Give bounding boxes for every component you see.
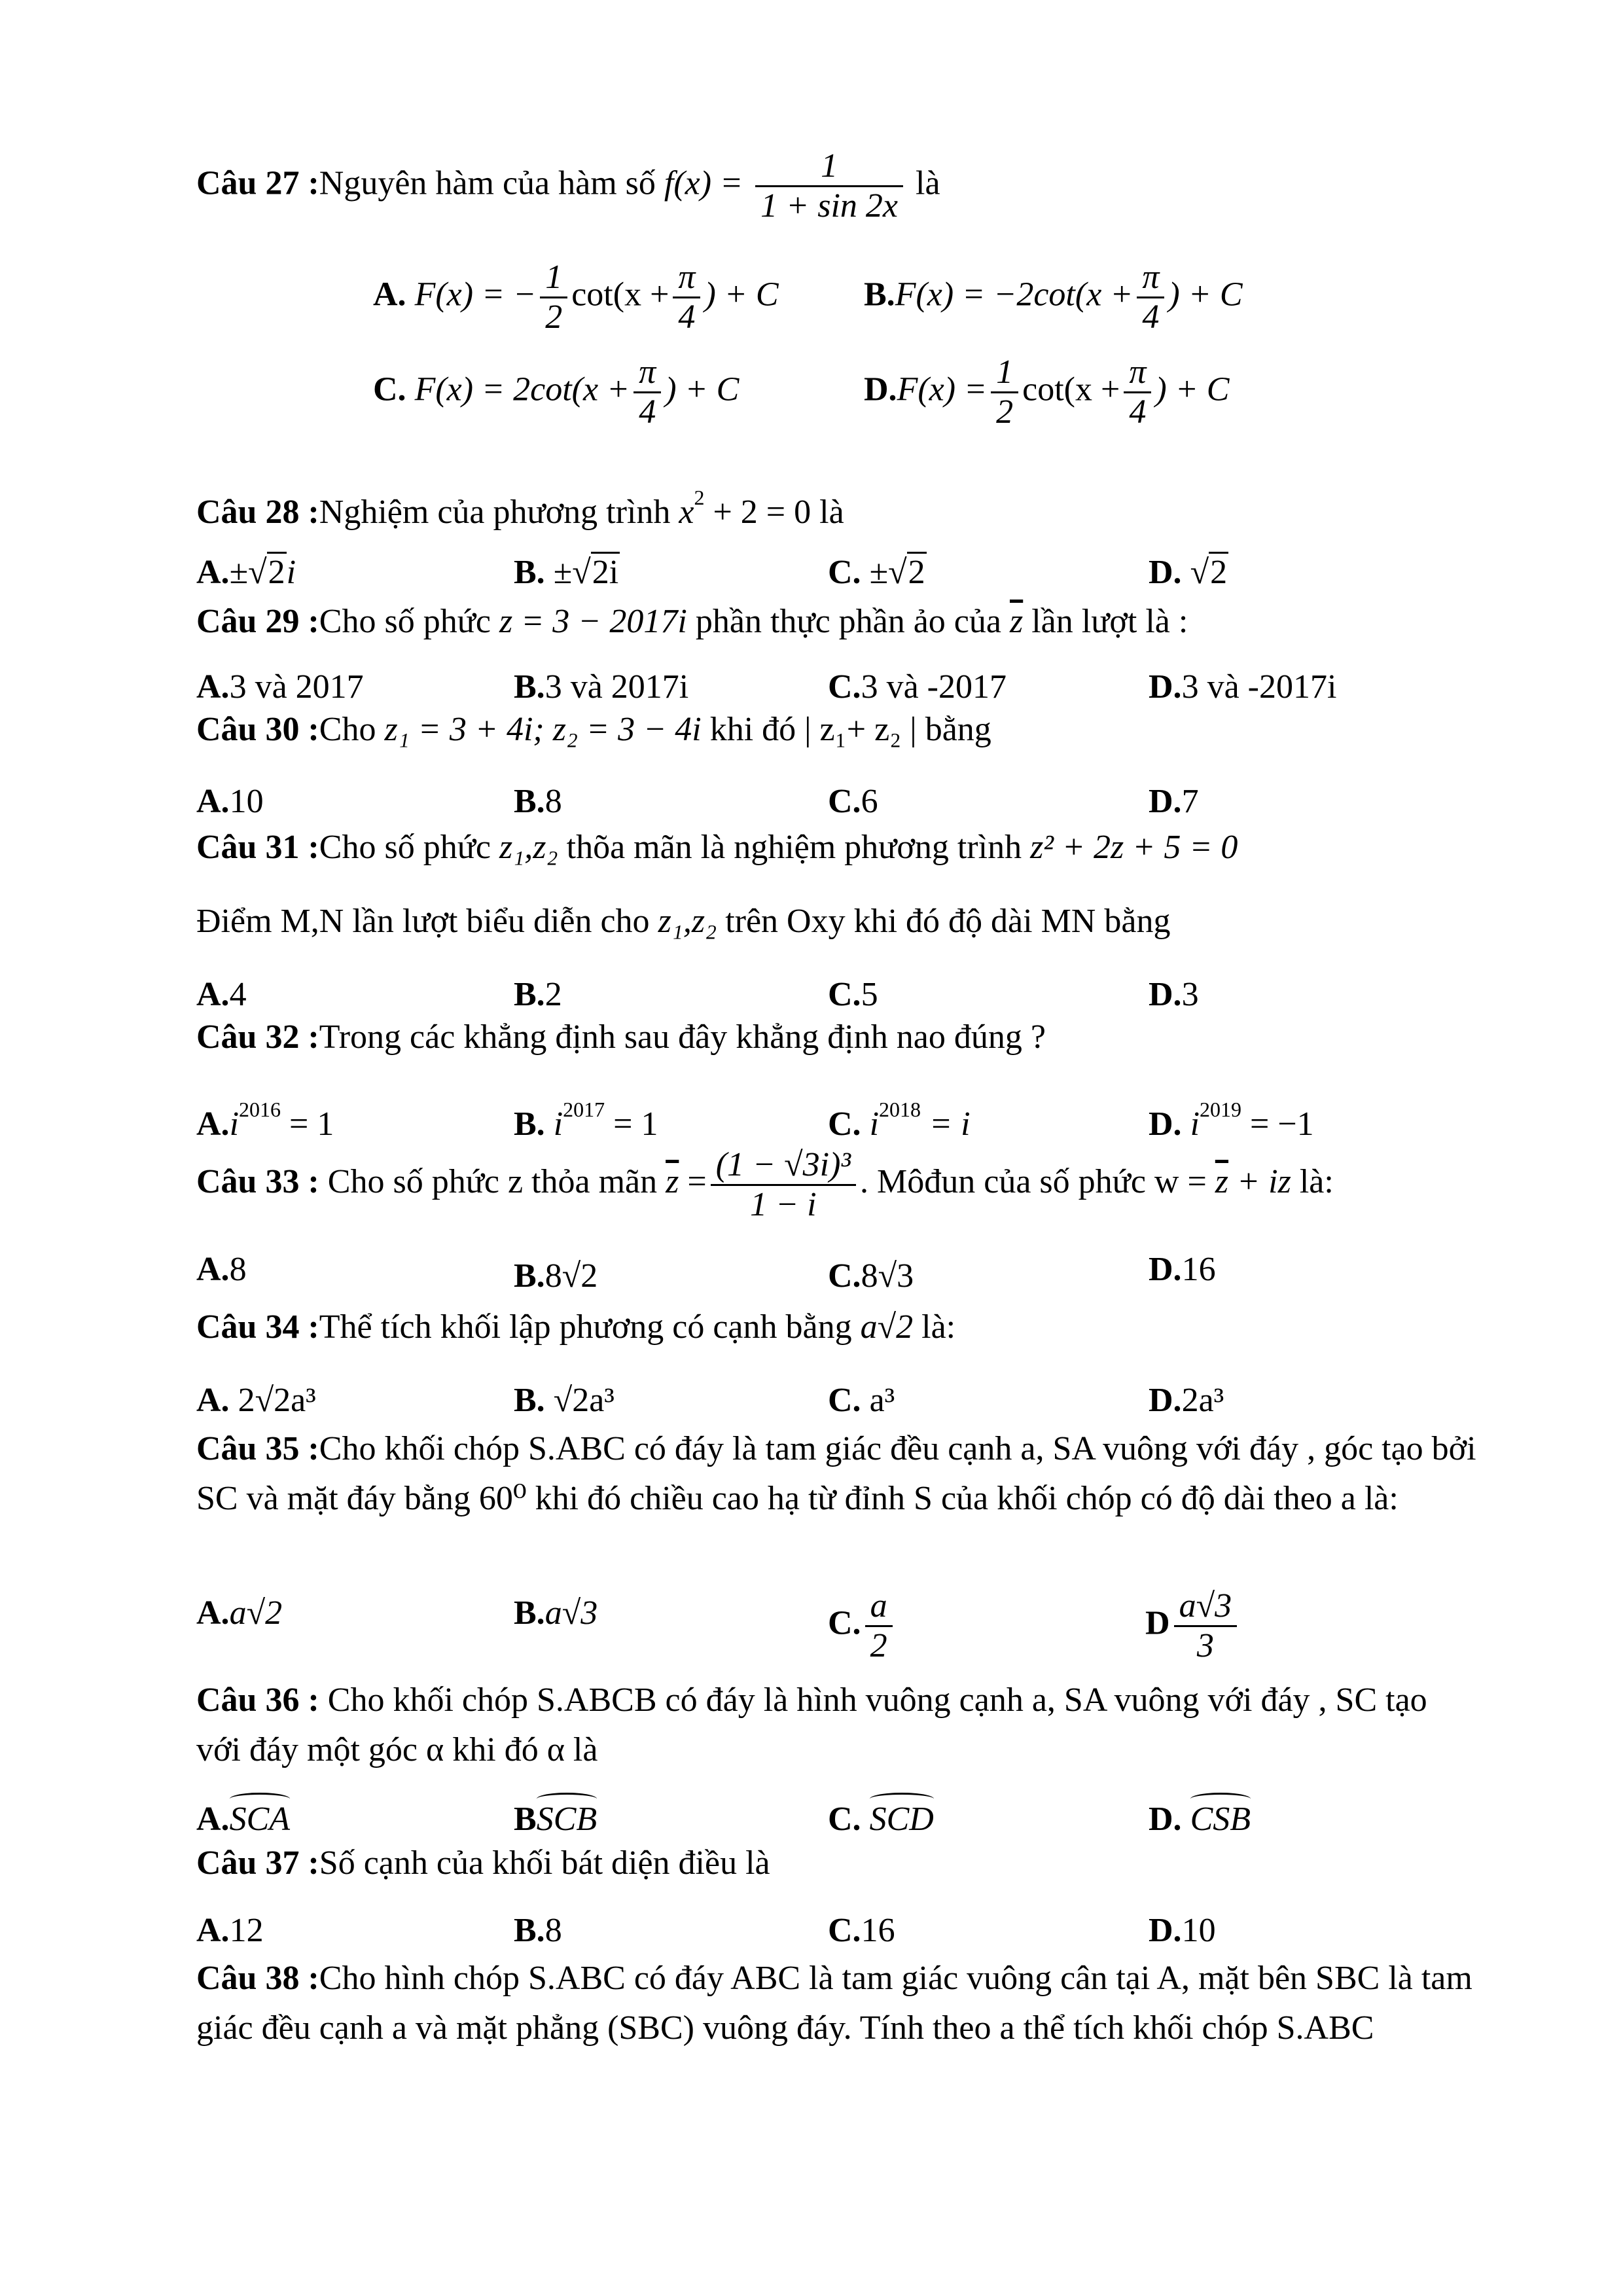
option-c: C. F(x) = 2cot(x + $\frac{\pi}{4}$ ) + C <box>373 353 740 431</box>
option-a: A. 2√2a³ <box>196 1382 316 1419</box>
question-37: Câu 37 :Số cạnh của khối bát diện điều là <box>196 1844 770 1882</box>
question-label: Câu 37 : <box>196 1844 319 1882</box>
option-a: A.±√2i <box>196 550 296 596</box>
option-c: C.5 <box>828 976 878 1013</box>
question-31-line-2: Điểm M,N lần lượt biểu diễn cho z₁,z₂ trên Oxy khi đó độ dài MN bằng <box>196 903 1171 940</box>
option-b: B. ±√2i <box>514 550 620 596</box>
option-d: D.3 <box>1149 976 1199 1013</box>
option-a: A. F(x) = − $\frac{1}{2}$ cot(x + $\frac{\pi}{4}$ ) + C <box>373 259 779 336</box>
option-b: B.8 <box>514 1912 562 1949</box>
option-b: B. √2a³ <box>514 1382 615 1419</box>
question-label: Câu 35 : <box>196 1430 319 1467</box>
option-b: B.F(x) = −2cot(x + $\frac{\pi}{4}$ ) + C <box>864 259 1243 336</box>
question-text: Nghiệm của phương trình <box>319 493 679 531</box>
question-label: Câu 30 : <box>196 711 319 748</box>
option-d: D. √2 <box>1149 550 1228 596</box>
option-b: BSCB <box>514 1797 597 1842</box>
question-label: Câu 38 : <box>196 1960 319 1997</box>
option-c: C.6 <box>828 783 878 820</box>
option-a: A.4 <box>196 976 247 1013</box>
option-d: D. CSB <box>1149 1797 1251 1842</box>
option-c: C. ±√2 <box>828 550 927 596</box>
option-b: B.8 <box>514 783 562 820</box>
option-a: A.12 <box>196 1912 264 1949</box>
option-b: B.3 và 2017i <box>514 668 689 706</box>
option-c: C. $\frac{a}{2}$ <box>828 1587 897 1665</box>
option-b: B.2 <box>514 976 562 1013</box>
option-a: A.SCA <box>196 1797 290 1842</box>
question-label: Câu 34 : <box>196 1308 319 1346</box>
option-a: A.10 <box>196 783 264 820</box>
option-a: A.8 <box>196 1251 247 1288</box>
question-38: Câu 38 :Cho hình chóp S.ABC có đáy ABC là tam giác vuông cân tại A, mặt bên SBC là tam giác đều cạnh a và mặt phẳng (SBC) vuông đáy. Tính theo a thể tích khối chóp S.ABC <box>196 1960 1472 2047</box>
option-a: A.a√2 <box>196 1594 283 1632</box>
option-d: D.3 và -2017i <box>1149 668 1337 706</box>
option-d: D $\frac{a√3}{3}$ <box>1145 1587 1241 1665</box>
option-d: D.10 <box>1149 1912 1216 1949</box>
question-32: Câu 32 :Trong các khẳng định sau đây khẳng định nao đúng ? <box>196 1018 1046 1056</box>
question-30: Câu 30 :Cho z₁ = 3 + 4i; z₂ = 3 − 4i khi đó | z₁+ z₂ | bằng <box>196 711 991 748</box>
fraction: $\frac{1}{1 + \sin 2x}$ <box>755 147 903 225</box>
formula: f(x) = <box>664 164 743 202</box>
question-35: Câu 35 :Cho khối chóp S.ABC có đáy là tam giác đều cạnh a, SA vuông với đáy , góc tạo bởi SC và mặt đáy bằng 60⁰ khi đó chiều cao hạ từ đỉnh S của khối chóp có độ dài theo a là: <box>196 1430 1476 1517</box>
question-27: Câu 27 :Nguyên hàm của hàm số f(x) = $\frac{1}{1 + \sin 2x}$ là <box>196 147 940 224</box>
question-label: Câu 32 : <box>196 1018 319 1056</box>
question-28: Câu 28 :Nghiệm của phương trình $x^2 + 2 = 0$ là <box>196 486 844 531</box>
option-a: $A.i^{2016} = 1$ <box>196 1098 334 1143</box>
question-label: Câu 36 : <box>196 1681 319 1719</box>
option-d: D.7 <box>1149 783 1199 820</box>
option-c: C.16 <box>828 1912 895 1949</box>
option-b: B. $i^{2017} = 1$ <box>514 1098 658 1143</box>
question-text: Nguyên hàm của hàm số <box>319 164 664 202</box>
option-d: D.16 <box>1149 1251 1216 1288</box>
option-c: C. a³ <box>828 1382 895 1419</box>
option-c: C. $i^{2018} = i$ <box>828 1098 971 1143</box>
option-c: C. SCD <box>828 1797 934 1842</box>
option-b: B.8√2 <box>514 1257 598 1295</box>
option-d: D.2a³ <box>1149 1382 1224 1419</box>
option-d: D.F(x) = $\frac{1}{2}$ cot(x + $\frac{\pi}{4}$ ) + C <box>864 353 1230 431</box>
question-label: Câu 28 : <box>196 493 319 531</box>
question-label: Câu 33 : <box>196 1163 319 1200</box>
question-34: Câu 34 :Thể tích khối lập phương có cạnh bằng a√2 là: <box>196 1308 956 1346</box>
option-c: C.3 và -2017 <box>828 668 1007 706</box>
question-label: Câu 31 : <box>196 829 319 866</box>
question-33: Câu 33 : Cho số phức z thỏa mãn $\overline{z}$ = $\frac{\text{(1 − √3i)³}}{1 - i}$ . Môđun của số phức $w = \overline{z}$ + iz là: <box>196 1145 1334 1223</box>
option-a: A.3 và 2017 <box>196 668 364 706</box>
question-31: Câu 31 :Cho số phức z₁,z₂ thõa mãn là nghiệm phương trình z² + 2z + 5 = 0 <box>196 829 1238 866</box>
option-b: B.a√3 <box>514 1594 598 1632</box>
option-c: C.8√3 <box>828 1257 914 1295</box>
option-d: D. $i^{2019} = -1$ <box>1149 1098 1314 1143</box>
question-label: Câu 29 : <box>196 603 319 640</box>
question-29: Câu 29 :Cho số phức z = 3 − 2017i phần thực phần ảo của $\overline{z}$ lần lượt là : <box>196 603 1188 640</box>
question-label: Câu 27 : <box>196 164 319 202</box>
question-36: Câu 36 : Cho khối chóp S.ABCB có đáy là hình vuông cạnh a, SA vuông với đáy , SC tạo với đáy một góc α khi đó α là <box>196 1681 1427 1768</box>
